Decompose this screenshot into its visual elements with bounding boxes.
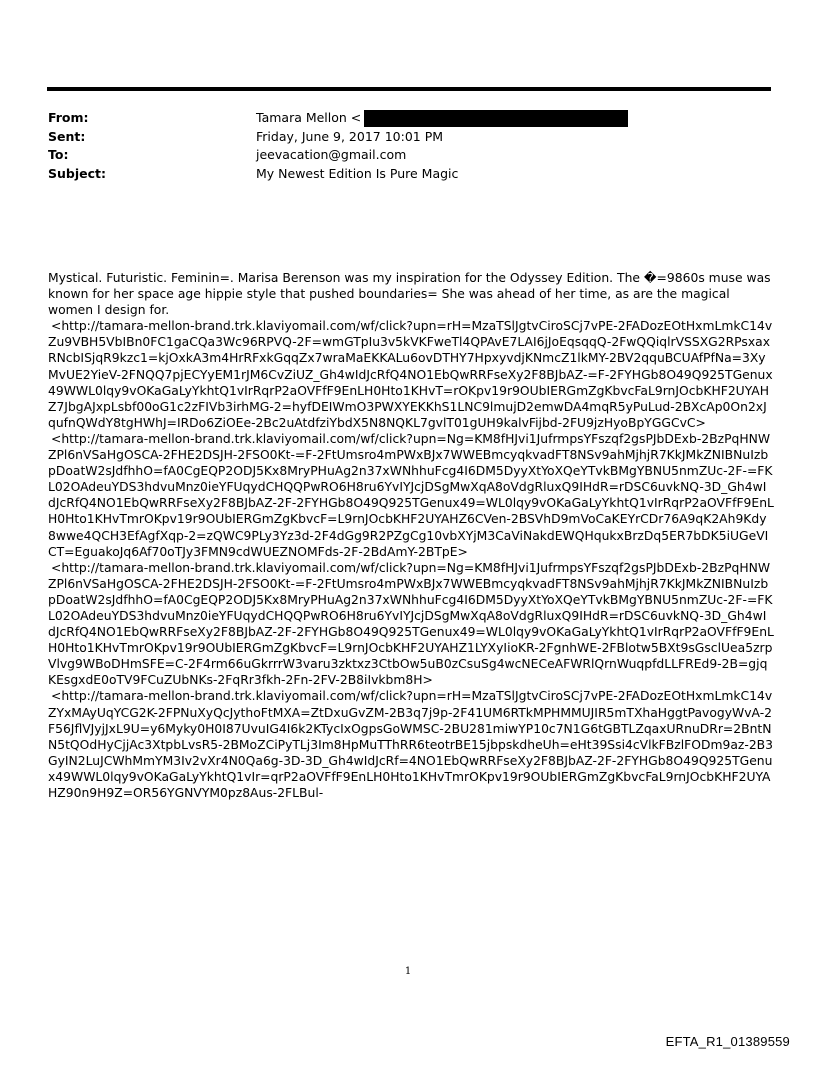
- from-row: [48, 109, 772, 128]
- to-value: jeevacation@gmail.com: [256, 147, 407, 162]
- subject-value: My Newest Edition Is Pure Magic: [256, 165, 459, 181]
- document-id: EFTA_R1_01389559: [665, 1034, 790, 1049]
- redaction-bar: [364, 110, 628, 127]
- tracking-link-text[interactable]: <http://tamara-mellon-brand.trk.klaviyomail.com/wf/click?upn=rH=MzaTSlJgtvCiroSCj7vPE-2FADozEOtHxmLmkC14vZYxMAyUqYCG2K-2FPNuXyQcJythoFtMXA=ZtDxuGvZM-2B3q7j9p-2F41UM6RTkMPHMMUJIR5mTXhaHggtPavogyWvA-2F56JflVJyjJxL9U=y6Myky0H0I87UvuIG4I6k2KTycIxOgpsGoWMSC-2BU281miwYP10c7N1G6tGBTLZqaxURnuDRr=2BntNN5tQOdHyCjjAc3XtpbLvsR5-2BMoZCiPyTLj3Im8HpMuTThRR6teotrBE15jbpskdheUh=eHt39Ssi4cVlkFBzlFODm9az-2B3GyIN2LuJCWhMmYM3Iv2vXr4N0Qa6g-3D-3D_Gh4wIdJcRf=4NO1EbQwRRFseXy2F8BJbAZ-2F-2FYHGb8O49Q925TGenux49WWL0lqy9vOKaGaLyYkhtQ1vIr=qrP2aOVFfF9EnLH0Hto1KHvTmrOKpv19r9OUbIERGmZgKbvcFaL9rnJOcbKHF2UYAHZ90n9H9Z=OR56YGNVYM0pz8Aus-2FLBul-: [48, 689, 774, 800]
- tracking-link-text[interactable]: <http://tamara-mellon-brand.trk.klaviyomail.com/wf/click?upn=rH=MzaTSlJgtvCiroSCj7vPE-2FADozEOtHxmLmkC14vZu9VBH5VbIBn0FC1gaCQa3Wc96RPVQ-2F=wmGTpIu3v5kVKFweTl4QPAvE7LAI6jJoEqsqqQ-2FwQQiqlrVSSXG2RPsxaxRNcbISjqR9kzc1=kjOxkA3m4HrRFxkGqqZx7wraMaEKKALu6ovDTHY7HpxyvdjKNmcZ1lkMY-2BV2qquBCUAfPfNa=3XyMvUE2YieV-2FNQQ7pjECYyEM1rJM6CvZiUZ_Gh4wIdJcRfQ4NO1EbQwRRFseXy2F8BJbAZ-=F-2FYHGb8O49Q925TGenux49WWL0lqy9vOKaGaLyYkhtQ1vIrRqrP2aOVFfF9EnLH0Hto1KHvT=rOKpv19r9OUbIERGmZgKbvcFaL9rnJOcbKHF2UYAHZ7JbgAJxpLsbf00oG1c2zFIVb3irhMG-2=hyfDEIWmO3PWXYEKKhS1LNC9lmujD2emwDA4mqR5yPuLud-2BXcAp0On2xJqufnQWdY8tgHWhJ=IRDo6ZiOEe-2Bc2uAtdfziYbdX5N8NQKL7gvlT01gUH9kalvFijbd-2FU9jzHyoBpYGGCvC>: [48, 319, 773, 430]
- tracking-link[interactable]: [48, 688, 774, 801]
- to-label: To:: [48, 147, 69, 162]
- intro-paragraph: Mystical. Futuristic. Feminin=. Marisa Berenson was my inspiration for the Odyssey Edition. The �=9860s muse was known for her space age hippie style that pushed boundaries= She was ahead of her time, as are the magical women I design for.: [48, 271, 771, 318]
- tracking-link[interactable]: [48, 560, 774, 689]
- subject-label: Subject:: [48, 165, 106, 181]
- header-divider: [47, 87, 771, 91]
- page-number: 1: [404, 966, 412, 977]
- tracking-link[interactable]: [48, 431, 774, 560]
- email-body: [48, 270, 774, 801]
- to-row: [48, 146, 772, 165]
- sent-label: Sent:: [48, 128, 86, 144]
- from-value: [256, 109, 628, 128]
- from-name: Tamara Mellon <: [256, 110, 362, 125]
- tracking-link[interactable]: [48, 318, 774, 431]
- subject-row: [48, 165, 772, 184]
- email-header: [48, 109, 772, 183]
- sent-value: Friday, June 9, 2017 10:01 PM: [256, 128, 444, 144]
- sent-row: [48, 128, 772, 147]
- tracking-link-text[interactable]: <http://tamara-mellon-brand.trk.klaviyomail.com/wf/click?upn=Ng=KM8fHJvi1JufrmpsYFszqf2gsPJbDExb-2BzPqHNWZPl6nVSaHgOSCA-2FHE2DSJH-2FSO0Kt-=F-2FtUmsro4mPWxBJx7WWEBmcyqkvadFT8NSv9ahMjhjR7KkJMkZNIBNuIzbpDoatW2sJdfhhO=fA0CgEQP2ODJ5Kx8MryPHuAg2n37xWNhhuFcg4I6DM5DyyXtYoXQeYTvkBMgYBNU5nmZUc-2F-=FKL02OAdeuYDS3hdvuMnz0ieYFUqydCHQQPwRO6H8ru6YvIYJcjDSgMwXqA8oVdgRluxQ9IHdR=rDSC6uvkNQ-3D_Gh4wIdJcRfQ4NO1EbQwRRFseXy2F8BJbAZ-2F-2FYHGb8O49Q925TGenux49=WL0lqy9vOKaGaLyYkhtQ1vIrRqrP2aOVFfF9EnLH0Hto1KHvTmrOKpv19r9OUbIERGmZgKbvcF=L9rnJOcbKHF2UYAHZ1LYXyIioKR-2FgnhWE-2FBlotw5BXt9sGsclUea5zrpVlvg9WBoDHmSFE=C-2F4rm66uGkrrrW3varu3zktxz3CtbOw5uB0zCsuSg4wcNECeAFWRlQrnWuqpfdLLFREd9-2B=gjqKEsgxdE0oTV9FCuZUbNKs-2FqRr3fkh-2Fn-2FV-2B8iIvkbm8H>: [48, 560, 774, 688]
- from-label: From:: [48, 110, 89, 125]
- tracking-link-text[interactable]: <http://tamara-mellon-brand.trk.klaviyomail.com/wf/click?upn=Ng=KM8fHJvi1JufrmpsYFszqf2gsPJbDExb-2BzPqHNWZPl6nVSaHgOSCA-2FHE2DSJH-2FSO0Kt-=F-2FtUmsro4mPWxBJx7WWEBmcyqkvadFT8NSv9ahMjhjR7KkJMkZNIBNuIzbpDoatW2sJdfhhO=fA0CgEQP2ODJ5Kx8MryPHuAg2n37xWNhhuFcg4I6DM5DyyXtYoXQeYTvkBMgYBNU5nmZUc-2F-=FKL02OAdeuYDS3hdvuMnz0ieYFUqydCHQQPwRO6H8ru6YvIYJcjDSgMwXqA8oVdgRluxQ9IHdR=rDSC6uvkNQ-3D_Gh4wIdJcRfQ4NO1EbQwRRFseXy2F8BJbAZ-2F-2FYHGb8O49Q925TGenux49=WL0lqy9vOKaGaLyYkhtQ1vIrRqrP2aOVFfF9EnLH0Hto1KHvTmrOKpv19r9OUbIERGmZgKbvcF=L9rnJOcbKHF2UYAHZ6CVen-2BSVhD9mVoCaKEYrCDr76A9qK2Ah9Kdy8wwe4QCH3EfAgfXqp-2=zQWC9PLy3Yz3d-2F4dGg9R2PZgCg10vbXYjM3CaViNakdEWQHqukxBrzDq5ER7bDK5iUGeVICT=EguakoJq6Af70oTJy3FMN9cdWUEZNOMFds-2F-2BdAmY-2BTpE>: [48, 431, 774, 559]
